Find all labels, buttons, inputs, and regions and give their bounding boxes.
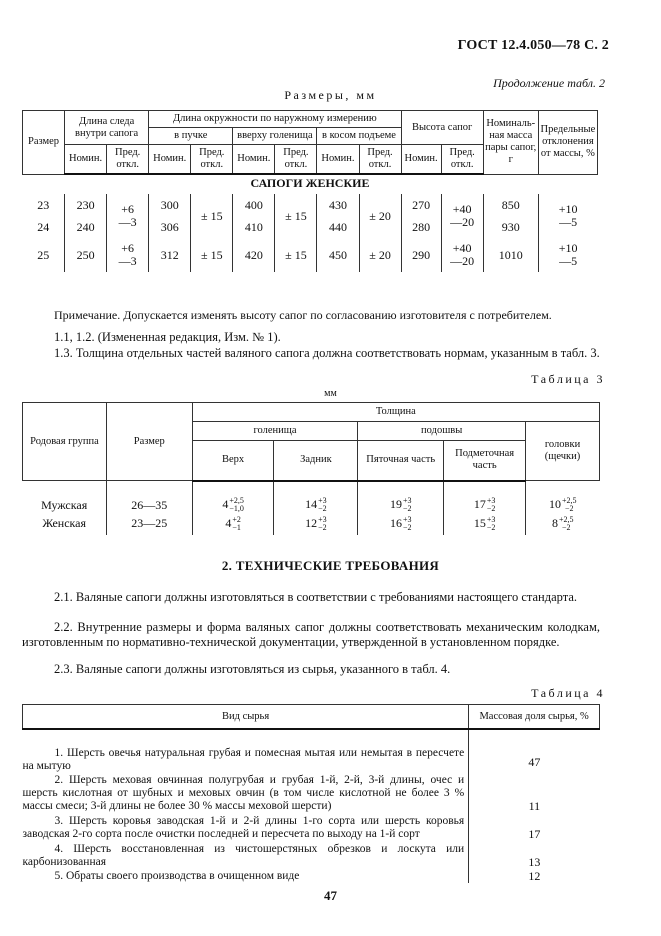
header-head: головки (щечки) xyxy=(526,422,600,481)
cell-subtoe: 15 +3 −2 xyxy=(444,513,526,535)
cell-bunch: 300 xyxy=(149,194,191,216)
cell-bunch: 312 xyxy=(149,238,191,272)
cell-heel-part: 16 +3 −2 xyxy=(358,513,444,535)
cell-trace: 240 xyxy=(65,216,107,238)
table3-unit: мм xyxy=(324,388,337,399)
header-nom: Номин. xyxy=(233,145,275,175)
cell-material: 3. Шерсть коровья заводская 1-й и 2-й длины 1-го сорта или шерсть коровья заводская 2-го сорта после очистки последней и пересчета по выходу на 1-й сорт xyxy=(22,815,465,840)
table-2 xyxy=(22,110,598,272)
header-size: Размер xyxy=(106,403,192,481)
header-thickness: Толщина xyxy=(192,403,599,422)
header-material: Вид сырья xyxy=(23,705,469,730)
header-nom: Номин. xyxy=(317,145,359,175)
cell-material: 5. Обраты своего производства в очищенном виде xyxy=(54,870,300,882)
cell-top-dev: ± 15 xyxy=(275,194,317,238)
cell-heel-part: 19 +3 −2 xyxy=(358,481,444,513)
cell-head: 8 +2,5 −2 xyxy=(526,513,600,535)
cell-height: 270 xyxy=(401,194,441,216)
header-at-bunch: в пучке xyxy=(149,128,233,145)
header-subtoe: Подметочная часть xyxy=(444,441,526,481)
table2-caption: Размеры, мм xyxy=(284,88,377,102)
cell-instep: 440 xyxy=(317,216,359,238)
table-row xyxy=(23,813,600,841)
paragraph-1-1: 1.1, 1.2. (Измененная редакция, Изм. № 1). xyxy=(54,330,281,344)
cell-top: 420 xyxy=(233,238,275,272)
section-women-boots: САПОГИ ЖЕНСКИЕ xyxy=(250,176,370,191)
table-continuation-label: Продолжение табл. 2 xyxy=(493,76,605,90)
cell-heel: 12 +3 −2 xyxy=(274,513,358,535)
document-header: ГОСТ 12.4.050—78 С. 2 xyxy=(457,38,609,53)
cell-top: 410 xyxy=(233,216,275,238)
cell-bunch: 306 xyxy=(149,216,191,238)
header-nom: Номин. xyxy=(149,145,191,175)
cell-share: 13 xyxy=(469,841,600,869)
table2-note: Примечание. Допускается изменять высоту сапог по согласованию изготовителя с потребителем. xyxy=(54,308,552,322)
header-mass-deviation: Предельные отклонения от массы, % xyxy=(538,111,597,175)
header-group: Родовая группа xyxy=(23,403,107,481)
header-dev: Пред. откл. xyxy=(107,145,149,175)
cell-size: 26—35 xyxy=(106,481,192,513)
cell-share: 11 xyxy=(469,773,600,813)
cell-height-dev: +40 —20 xyxy=(441,194,483,238)
paragraph-1-3: 1.3. Толщина отдельных частей валяного сапога должна соответствовать нормам, указанным в табл. 3. xyxy=(54,346,600,360)
header-size: Размер xyxy=(23,111,65,175)
header-instep: в косом подъеме xyxy=(317,128,401,145)
cell-trace-dev: +6 —3 xyxy=(107,238,149,272)
header-nominal-mass: Номиналь-ная масса пары сапог, г xyxy=(483,111,538,175)
table3-caption: Таблица 3 xyxy=(531,372,605,386)
cell-group: Женская xyxy=(42,516,87,531)
page-number: 47 xyxy=(324,888,337,903)
cell-height-dev: +40 —20 xyxy=(441,238,483,272)
cell-mass: 1010 xyxy=(483,238,538,272)
cell-share: 47 xyxy=(469,729,600,773)
table-row xyxy=(23,869,600,883)
table-3 xyxy=(22,402,600,535)
cell-instep-dev: ± 20 xyxy=(359,194,401,238)
header-heel-part: Пяточная часть xyxy=(358,441,444,481)
header-girth: Длина окружности по наружному измерению xyxy=(149,111,401,128)
cell-size: 25 xyxy=(37,247,50,262)
header-nom: Номин. xyxy=(65,145,107,175)
cell-share: 12 xyxy=(469,869,600,883)
table-row xyxy=(23,238,598,272)
cell-height: 290 xyxy=(401,238,441,272)
paragraph-2-1: 2.1. Валяные сапоги должны изготовляться в соответствии с требованиями настоящего стандарта. xyxy=(54,590,578,604)
cell-size: 23 xyxy=(37,197,50,212)
cell-bunch-dev: ± 15 xyxy=(191,238,233,272)
header-dev: Пред. откл. xyxy=(191,145,233,175)
table-row xyxy=(23,773,600,813)
table-row xyxy=(23,194,598,216)
header-heel: Задник xyxy=(274,441,358,481)
cell-top: 4 +2,5 −1,0 xyxy=(192,481,274,513)
table4-caption: Таблица 4 xyxy=(531,686,605,700)
cell-instep: 430 xyxy=(317,194,359,216)
cell-material: 2. Шерсть меховая овчинная полугрубая и грубая 1-й, 2-й, 3-й длины, очес и шерсть кислотная от шубных и меховых овчин (в том числе кислотной не более 3 % массы смеси; 3-й длины не более 30 % массы меховой шерсти) xyxy=(22,774,465,812)
table-row xyxy=(23,513,600,535)
header-nom: Номин. xyxy=(401,145,441,175)
header-trace-length: Длина следа внутри сапога xyxy=(65,111,149,145)
table-row xyxy=(23,729,600,773)
header-dev: Пред. откл. xyxy=(275,145,317,175)
cell-top-dev: ± 15 xyxy=(275,238,317,272)
cell-material: 4. Шерсть восстановленная из чистошерстяных обрезков и лоскута или карбонизованная xyxy=(22,843,465,868)
header-top: Верх xyxy=(192,441,274,481)
header-shaft: голенища xyxy=(192,422,358,441)
paragraph-2-3: 2.3. Валяные сапоги должны изготовляться из сырья, указанного в табл. 4. xyxy=(54,662,451,676)
cell-head: 10 +2,5 −2 xyxy=(526,481,600,513)
section-2-title: 2. ТЕХНИЧЕСКИЕ ТРЕБОВАНИЯ xyxy=(221,558,440,573)
cell-mass: 930 xyxy=(483,216,538,238)
cell-group: Мужская xyxy=(41,498,88,513)
cell-size: 24 xyxy=(37,219,50,234)
cell-instep: 450 xyxy=(317,238,359,272)
header-sole: подошвы xyxy=(358,422,526,441)
table-4 xyxy=(22,704,600,883)
cell-instep-dev: ± 20 xyxy=(359,238,401,272)
cell-mass-dev: +10 —5 xyxy=(538,194,597,238)
cell-height: 280 xyxy=(401,216,441,238)
paragraph-2-2: 2.2. Внутренние размеры и форма валяных сапог должны соответствовать механическим колодкам, изготовленным по нормативно-технической документации, утвержденной в установленном порядке. xyxy=(22,620,600,649)
header-top-shaft: вверху голенища xyxy=(233,128,317,145)
table-row xyxy=(23,481,600,513)
cell-top: 400 xyxy=(233,194,275,216)
cell-top: 4 +2 −1 xyxy=(192,513,274,535)
cell-subtoe: 17 +3 −2 xyxy=(444,481,526,513)
table-row xyxy=(23,841,600,869)
header-share: Массовая доля сырья, % xyxy=(469,705,600,730)
cell-size: 23—25 xyxy=(106,513,192,535)
cell-mass: 850 xyxy=(483,194,538,216)
cell-mass-dev: +10 —5 xyxy=(538,238,597,272)
header-boot-height: Высота сапог xyxy=(401,111,483,145)
header-dev: Пред. откл. xyxy=(359,145,401,175)
cell-bunch-dev: ± 15 xyxy=(191,194,233,238)
cell-trace: 250 xyxy=(65,238,107,272)
cell-share: 17 xyxy=(469,813,600,841)
cell-trace-dev: +6 —3 xyxy=(107,194,149,238)
header-dev: Пред. откл. xyxy=(441,145,483,175)
cell-material: 1. Шерсть овечья натуральная грубая и помесная мытая или немытая в пересчете на мытую xyxy=(22,747,465,772)
cell-heel: 14 +3 −2 xyxy=(274,481,358,513)
cell-trace: 230 xyxy=(65,194,107,216)
